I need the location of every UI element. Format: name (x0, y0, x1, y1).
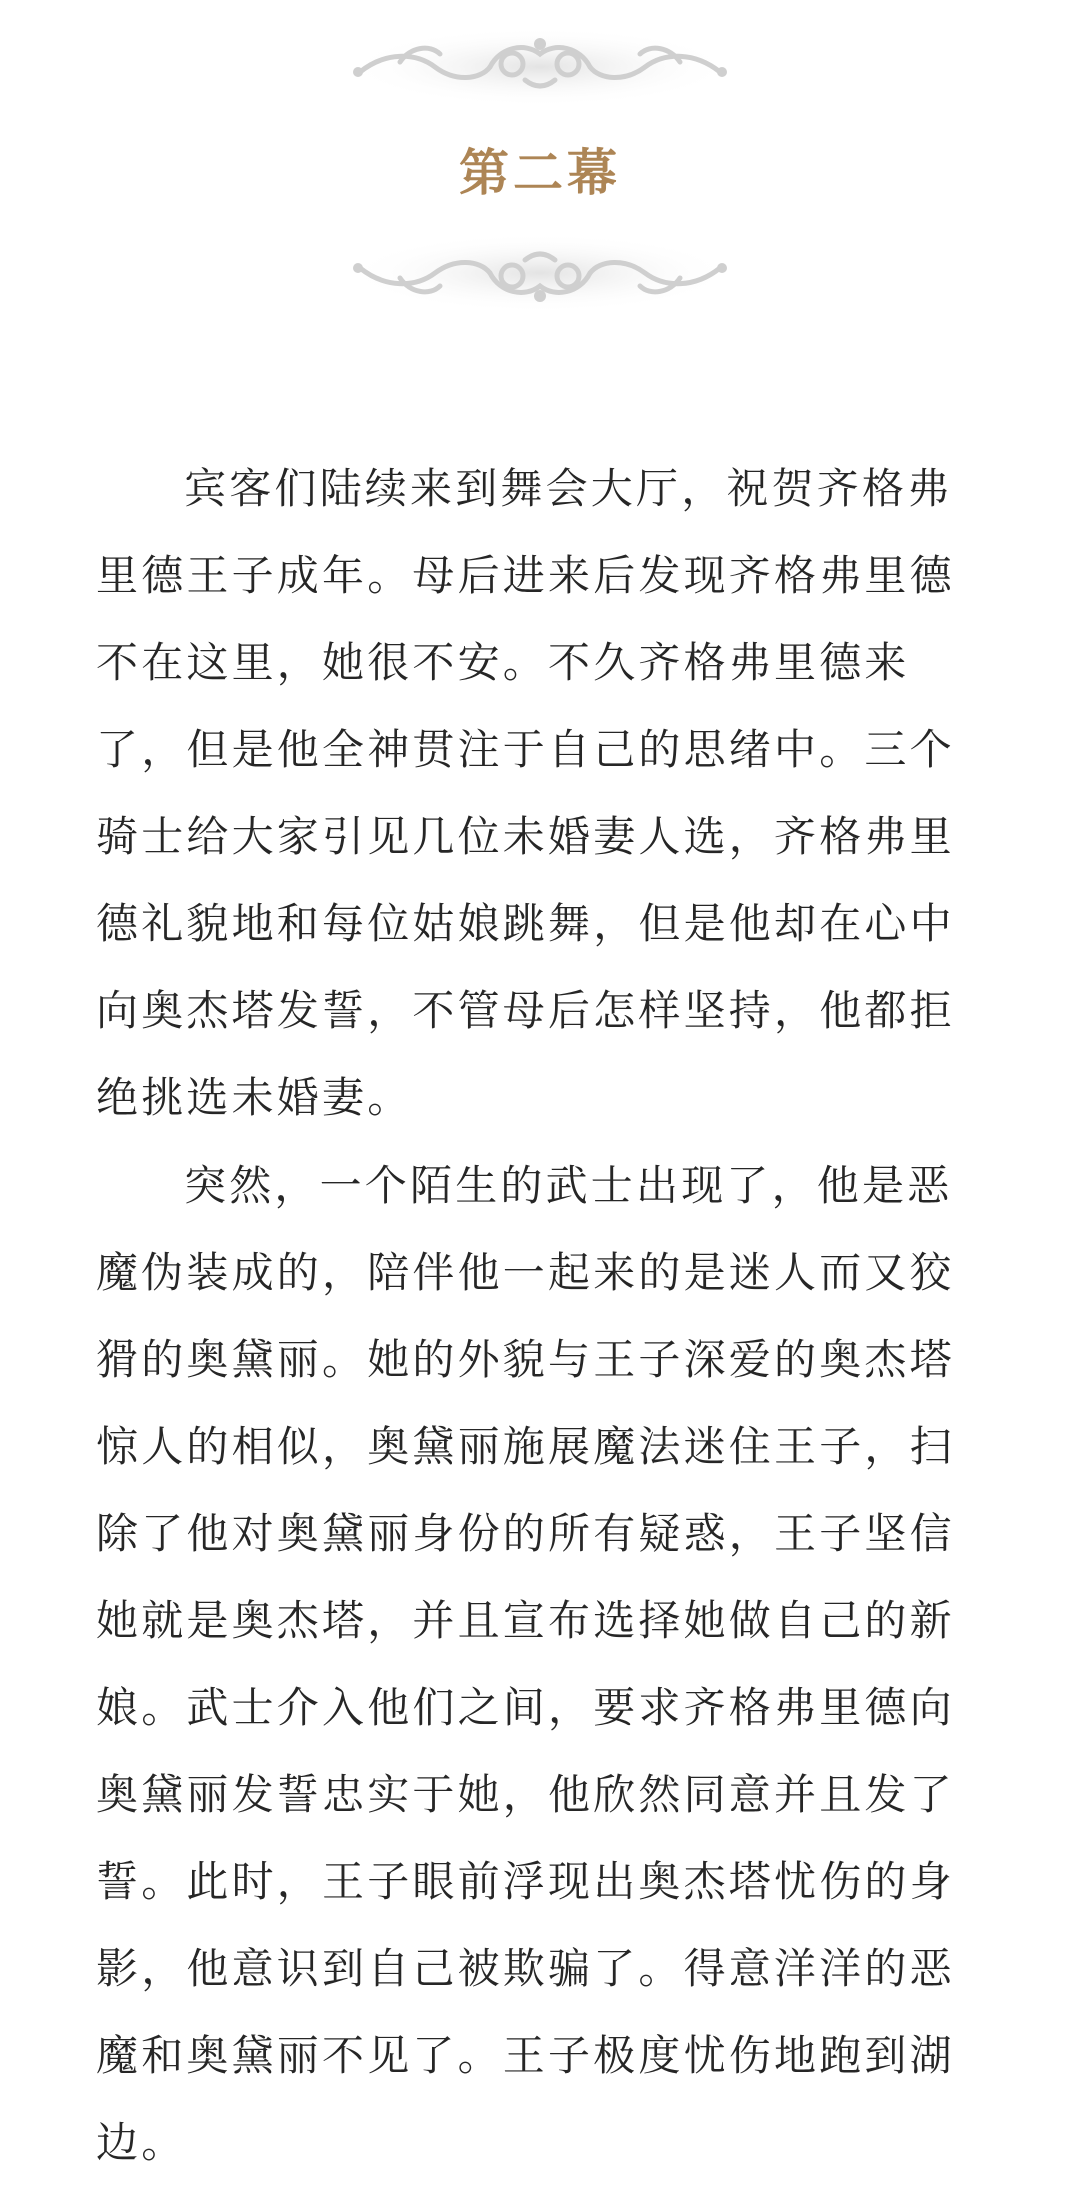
ornamental-divider-top (340, 22, 740, 112)
ornamental-divider-bottom (340, 228, 740, 318)
paragraph-1: 宾客们陆续来到舞会大厅，祝贺齐格弗里德王子成年。母后进来后发现齐格弗里德不在这里，她很不安。不久齐格弗里德来了，但是他全神贯注于自己的思绪中。三个骑士给大家引见几位未婚妻人选，齐格弗里德礼貌地和每位姑娘跳舞，但是他却在心中向奥杰塔发誓，不管母后怎样坚持，他都拒绝挑选未婚妻。 (96, 464, 955, 1122)
paragraph-2: 突然，一个陌生的武士出现了，他是恶魔伪装成的，陪伴他一起来的是迷人而又狡猾的奥黛丽。她的外貌与王子深爱的奥杰塔惊人的相似，奥黛丽施展魔法迷住王子，扫除了他对奥黛丽身份的所有疑惑，王子坚信她就是奥杰塔，并且宣布选择她做自己的新娘。武士介入他们之间，要求齐格弗里德向奥黛丽发誓忠实于她，他欣然同意并且发了誓。此时，王子眼前浮现出奥杰塔忧伤的身影，他意识到自己被欺骗了。得意洋洋的恶魔和奥黛丽不见了。王子极度忧伤地跑到湖边。 (96, 1161, 955, 2167)
section-title: 第二幕 (459, 144, 621, 202)
